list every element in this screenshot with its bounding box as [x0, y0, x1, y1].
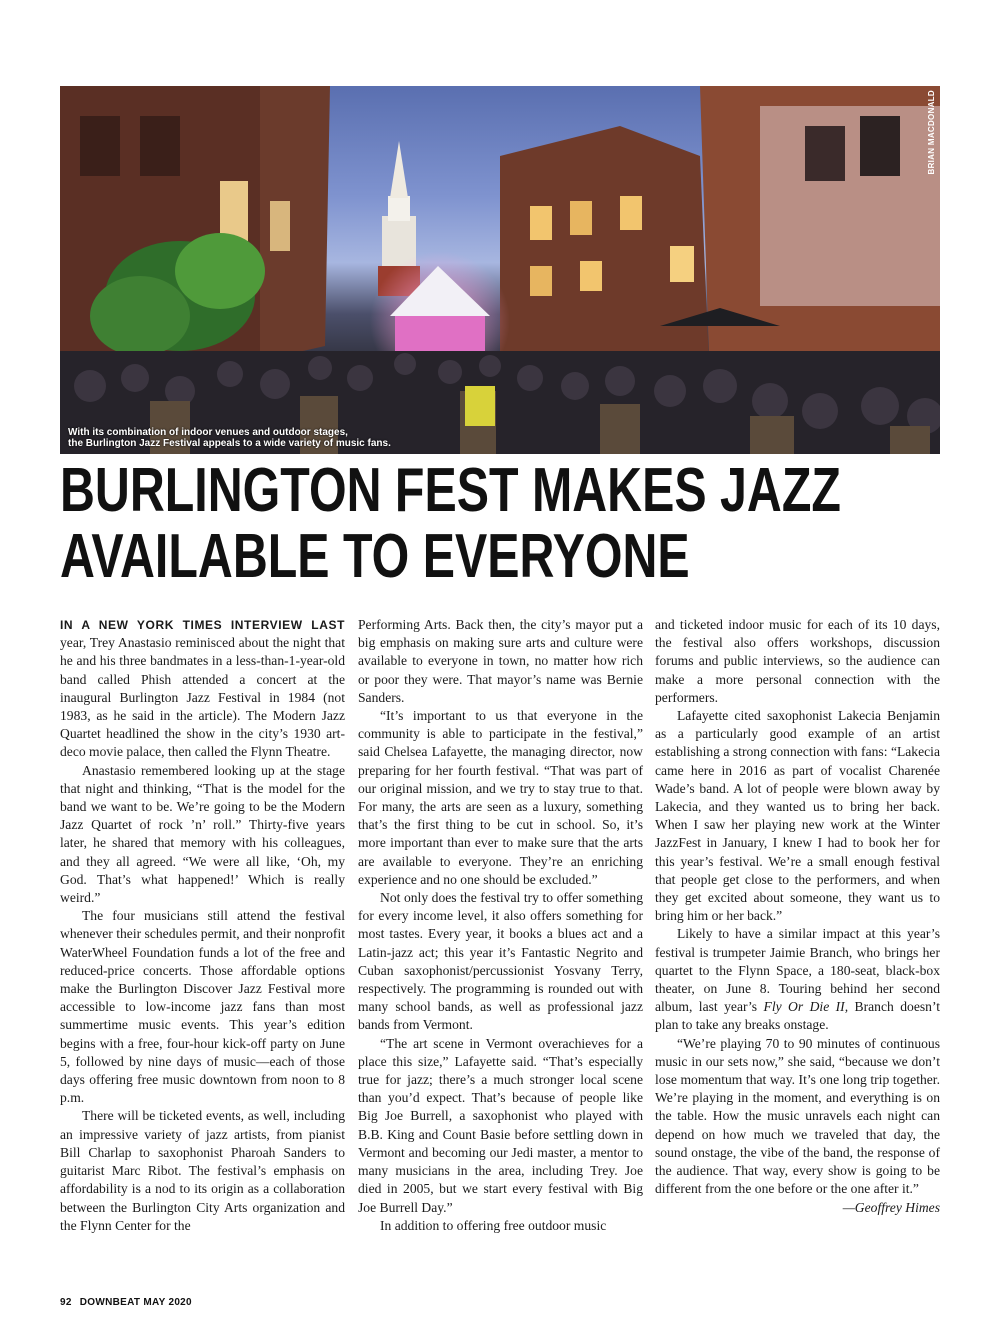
article-column-3: [655, 616, 940, 1217]
headline-line-2: AVAILABLE TO EVERYONE: [60, 522, 690, 591]
paragraph: In addition to offering free outdoor music: [380, 1217, 607, 1233]
street-scene-illustration: [60, 86, 940, 454]
article-column-1: [60, 616, 345, 1235]
caption-line-1: With its combination of indoor venues and outdoor stages,: [68, 427, 348, 438]
paragraph: “We’re playing 70 to 90 minutes of continuous music in our sets now,” she said, “because we don’t lose momentum that way. It’s one long trip together. We’re playing in the moment, and everything is on the table. How the music unravels each night can depend on how much we traveled that day, the sound onstage, the vibe of the band, the response of the audience. That way, every show is going to be different from the one before or the one after it.”: [655, 1035, 940, 1197]
headline-line-1: BURLINGTON FEST MAKES JAZZ: [60, 456, 841, 525]
photo-credit: BRIAN MACDONALD: [927, 90, 936, 175]
paragraph-text: Likely to have a similar impact at this year’s festival is trumpeter Jaimie Branch, who brings her quartet to the Flynn Space, a 180-seat, black-box theater, on June 8. Touring behind her second album, last year’s: [655, 926, 940, 1015]
album-title: Fly Or Die II,: [763, 999, 849, 1015]
paragraph: There will be ticketed events, as well, including an impressive variety of jazz artists, from pianist Bill Charlap to saxophonist Pharoah Sanders to guitarist Marc Ribot. The festival’s emphasis on affordability is a nod to its origin as a collaboration between the Burlington City Arts organization and the Flynn Center for the: [60, 1108, 345, 1233]
paragraph: and ticketed indoor music for each of its 10 days, the festival also offers workshops, discussion forums and public interviews, so the audience can make a more personal connection with the performers.: [655, 617, 940, 705]
paragraph-text: Branch doesn’t plan to take any breaks onstage.: [655, 999, 940, 1033]
paragraph: “It’s important to us that everyone in the community is able to participate in the festival,” said Chelsea Lafayette, the managing director, now preparing for her fourth festival. “That was part of our original mission, and we try to stay true to that. For many, the arts are seen as a luxury, something that’s the first thing to be cut in school. So, it’s more important than ever to make sure that the arts are available to everyone. They’re an enriching experience and no one should be excluded.”: [358, 708, 643, 887]
page-number: 92: [60, 1297, 72, 1308]
paragraph-text: year, Trey Anastasio reminisced about the night that he and his three bandmates in a less-than-1-year-old band called Phish attended a concert at the inaugural Burlington Jazz Festival in 1984 (not 1983, as he said in the article). The Modern Jazz Quartet headlined the show in the city’s 1930 art-deco movie palace, then called the Flynn Theatre.: [60, 635, 345, 760]
paragraph: “The art scene in Vermont overachieves for a place this size,” Lafayette said. “That’s especially true for jazz; there’s a much stronger local scene than you’d expect. That’s because of people like Big Joe Burrell, a saxophonist who played with B.B. King and Count Basie before settling down in Vermont and becoming our Jedi master, a mentor to many musicians in the area, including Trey. Joe died in 2005, but we start every festival with Big Joe Burrell Day.”: [358, 1035, 643, 1215]
paragraph: Not only does the festival try to offer something for every income level, it also offers something for most tastes. Every year, it books a blues act and a Latin-jazz act; this year it’s Fantastic Negrito and Cuban saxophonist/percussionist Yosvany Terry, respectively. The programming is rounded out with many school bands, as well as professional jazz bands from Vermont.: [358, 890, 643, 1033]
photo-caption: [68, 427, 391, 449]
festival-photo: [60, 86, 940, 454]
caption-line-2: the Burlington Jazz Festival appeals to a wide variety of music fans.: [68, 438, 391, 449]
lead-in: IN A NEW YORK TIMES INTERVIEW LAST: [60, 618, 345, 632]
paragraph: [655, 925, 940, 1034]
publication-name: DOWNBEAT MAY 2020: [79, 1297, 192, 1308]
paragraph: [60, 616, 345, 762]
paragraph: Performing Arts. Back then, the city’s mayor put a big emphasis on making sure arts and culture were available to everyone in town, no matter how rich or poor they were. That mayor’s name was Bernie Sanders.: [358, 617, 643, 705]
author-signature: —Geoffrey Himes: [842, 1199, 940, 1215]
headline: [60, 458, 949, 590]
paragraph: Anastasio remembered looking up at the stage that night and thinking, “That is the model for the band we want to be. We’re going to be the Modern Jazz Quartet of rock ’n’ roll.” Thirty-five years later, he shared that memory with his colleagues, and they all agreed. “We were all like, ‘Oh, my God. That’s what happened!’ Which is really weird.”: [60, 762, 345, 906]
article-column-2: [358, 616, 643, 1235]
paragraph: The four musicians still attend the festival whenever their schedules permit, and their nonprofit WaterWheel Foundation funds a lot of the free and reduced-price concerts. Those affordable options make the Burlington Discover Jazz Festival more accessible to low-income jazz fans than most summertime music events. This year’s edition begins with a free, four-hour kick-off party on June 5, followed by nine days of music—each of those days offering free music downtown from noon to 8 p.m.: [60, 908, 345, 1106]
paragraph: Lafayette cited saxophonist Lakecia Benjamin as a particularly good example of an artist establishing a strong connection with fans: “Lakecia came here in 2016 as part of vocalist Charenée Wade’s band. A lot of people were blown away by Lakecia, and they wanted us to bring her back. When I saw her playing new work at the Winter JazzFest in January, I knew I had to book her for this year’s festival. We’re a small enough festival that people get close to the performers, and when they get excited about someone, they want us to bring him or her back.”: [655, 708, 940, 924]
page-footer: [60, 1297, 200, 1308]
